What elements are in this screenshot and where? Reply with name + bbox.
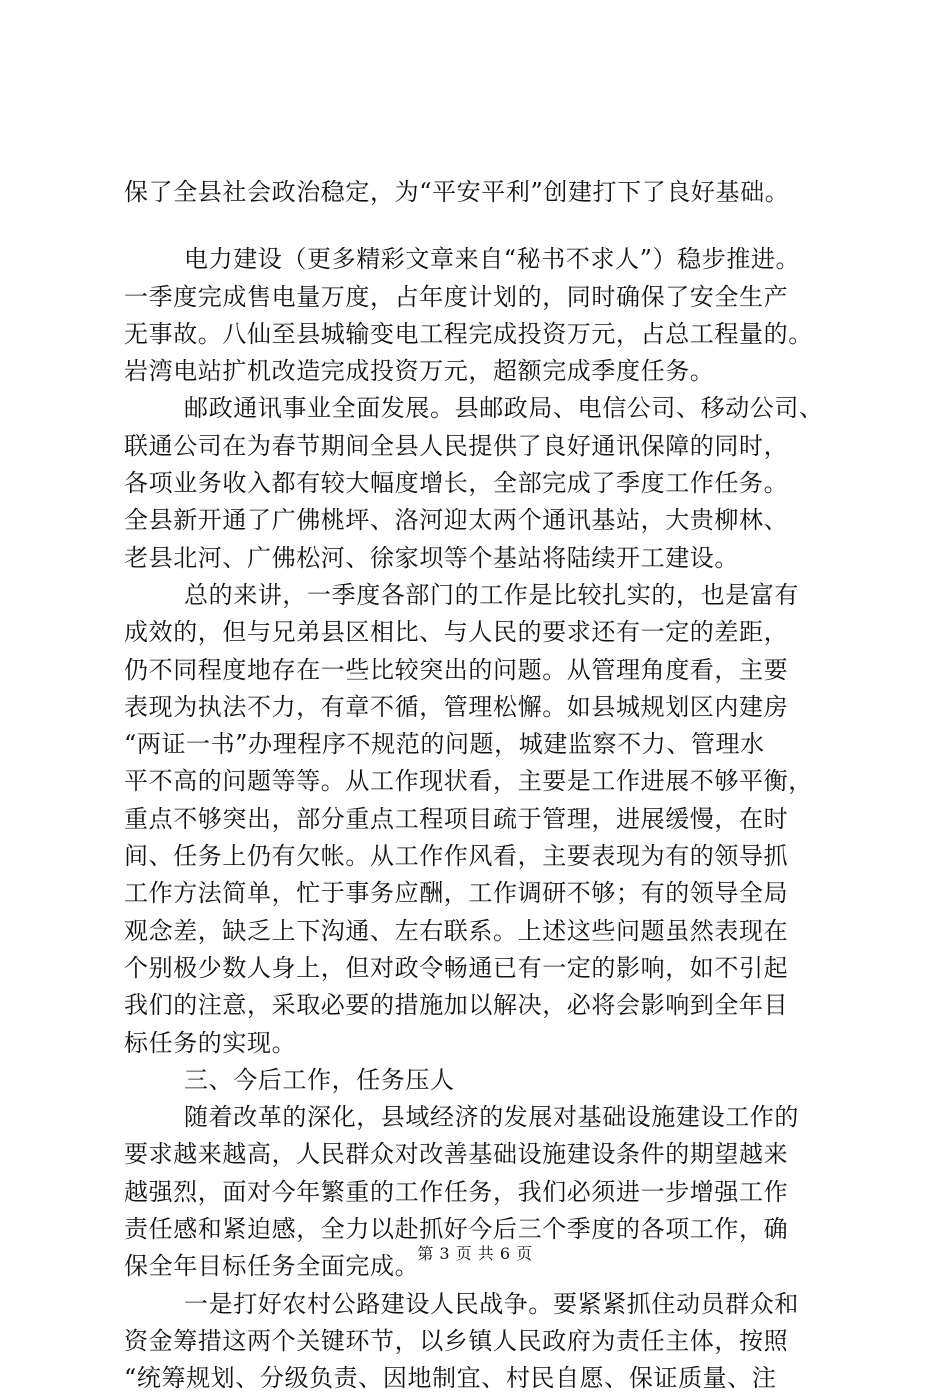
- text-line: 我们的注意，采取必要的措施加以解决，必将会影响到全年目: [124, 991, 789, 1020]
- text-line: 保了全县社会政治稳定，为“平安平利”创建打下了良好基础。: [124, 178, 790, 206]
- page-number-footer: 第 3 页 共 6 页: [417, 1244, 533, 1263]
- text-line: 总的来讲，一季度各部门的工作是比较扎实的，也是富有: [184, 580, 799, 609]
- text-line: 无事故。八仙至县城输变电工程完成投资万元，占总工程量的。: [124, 319, 813, 348]
- text-line: 资金筹措这两个关键环节，以乡镇人民政府为责任主体，按照: [124, 1326, 789, 1355]
- text-line: 仍不同程度地存在一些比较突出的问题。从管理角度看，主要: [124, 655, 789, 684]
- text-line: 间、任务上仍有欠帐。从工作作风看，主要表现为有的领导抓: [124, 842, 789, 871]
- text-line: 要求越来越高，人民群众对改善基础设施建设条件的期望越来: [124, 1140, 789, 1169]
- text-line: 老县北河、广佛松河、徐家坝等个基站将陆续开工建设。: [124, 543, 739, 572]
- text-line: 一季度完成售电量万度，占年度计划的，同时确保了安全生产: [124, 282, 789, 311]
- text-line: 电力建设（更多精彩文章来自“秘书不求人”）稳步推进。: [184, 245, 801, 274]
- section-heading: 三、今后工作，任务压人: [184, 1065, 455, 1094]
- text-line: 全县新开通了广佛桃坪、洛河迎太两个通讯基站，大贵柳林、: [124, 506, 789, 535]
- text-line: 平不高的问题等等。从工作现状看，主要是工作进展不够平衡，: [124, 767, 813, 796]
- text-line: 表现为执法不力，有章不循，管理松懈。如县城规划区内建房: [124, 692, 789, 721]
- text-line: 工作方法简单，忙于事务应酬，工作调研不够；有的领导全局: [124, 879, 789, 908]
- text-line: 观念差，缺乏上下沟通、左右联系。上述这些问题虽然表现在: [124, 916, 789, 945]
- text-line: 重点不够突出，部分重点工程项目疏于管理，进展缓慢，在时: [124, 804, 789, 833]
- text-line: 邮政通讯事业全面发展。县邮政局、电信公司、移动公司、: [184, 394, 824, 423]
- text-line: 随着改革的深化，县域经济的发展对基础设施建设工作的: [184, 1103, 799, 1132]
- text-line: “统筹规划、分级负责、因地制宜、村民自愿、保证质量、注: [124, 1364, 777, 1393]
- text-line: 越强烈，面对今年繁重的工作任务，我们必须进一步增强工作: [124, 1177, 789, 1206]
- text-line: 成效的，但与兄弟县区相比、与人民的要求还有一定的差距，: [124, 618, 789, 647]
- text-line: “两证一书”办理程序不规范的问题，城建监察不力、管理水: [124, 730, 765, 759]
- text-line: 联通公司在为春节期间全县人民提供了良好通讯保障的同时，: [124, 431, 789, 460]
- paragraph-gap: [124, 211, 836, 241]
- document-body: [124, 174, 836, 1398]
- text-line: 一是打好农村公路建设人民战争。要紧紧抓住动员群众和: [184, 1289, 799, 1318]
- text-line: 各项业务收入都有较大幅度增长，全部完成了季度工作任务。: [124, 469, 789, 498]
- text-line: 责任感和紧迫感，全力以赴抓好今后三个季度的各项工作，确: [124, 1215, 789, 1244]
- text-line: 标任务的实现。: [124, 1028, 297, 1057]
- text-line: 保全年目标任务全面完成。: [124, 1252, 420, 1281]
- text-line: 岩湾电站扩机改造完成投资万元，超额完成季度任务。: [124, 357, 715, 386]
- text-line: 个别极少数人身上，但对政令畅通已有一定的影响，如不引起: [124, 953, 789, 982]
